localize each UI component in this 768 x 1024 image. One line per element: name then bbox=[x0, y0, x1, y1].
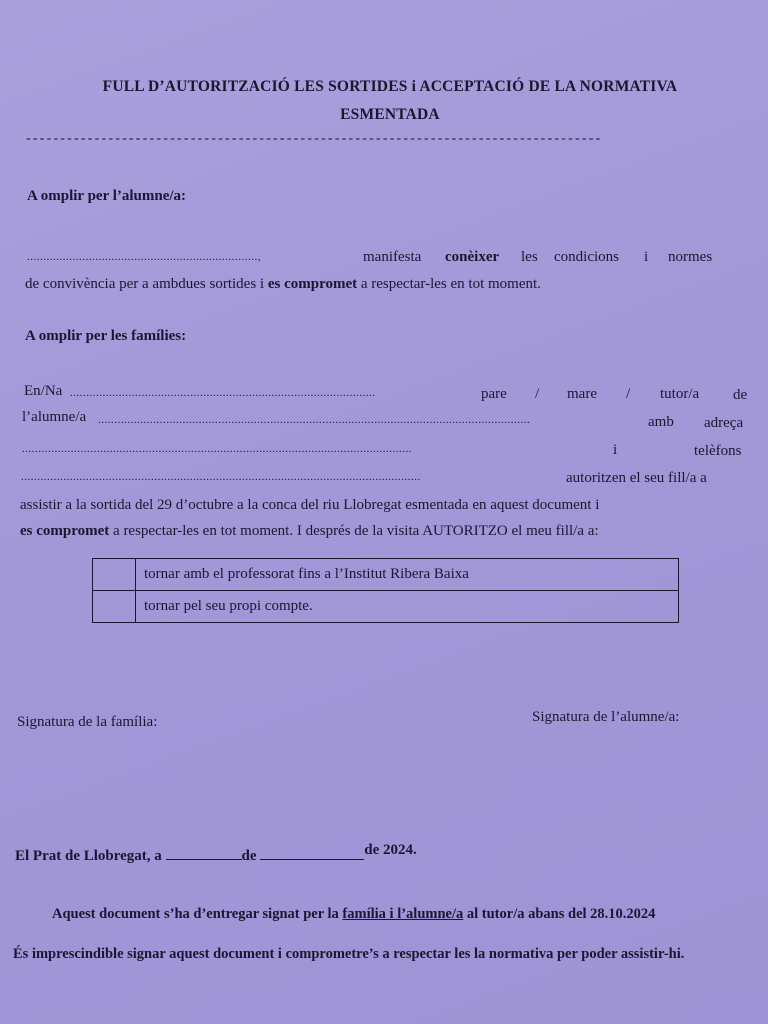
student-section-heading: A omplir per l’alumne/a: bbox=[27, 188, 187, 204]
month-prefix: de bbox=[241, 848, 257, 864]
word-telefons: telèfons bbox=[694, 443, 742, 459]
label-enna: En/Na bbox=[24, 383, 63, 399]
word-mare: mare bbox=[567, 386, 597, 402]
word-tutor: tutor/a bbox=[660, 386, 700, 402]
option-checkbox-own[interactable] bbox=[93, 591, 136, 623]
word-amb: amb bbox=[648, 414, 674, 430]
word-de: de bbox=[733, 387, 748, 403]
outing-description: assistir a la sortida del 29 d’octubre a la conca del riu Llobregat esmentada en aquest document i bbox=[20, 497, 600, 513]
month-blank[interactable] bbox=[260, 859, 364, 860]
submission-note: Aquest document s’ha d’entregar signat per la família i l’alumne/a al tutor/a abans del 28.10.2024 bbox=[52, 906, 656, 922]
word-condicions: condicions bbox=[554, 249, 619, 265]
slash-2: / bbox=[626, 386, 631, 402]
day-blank[interactable] bbox=[166, 859, 242, 860]
slash-1: / bbox=[535, 386, 540, 402]
word-adreca: adreça bbox=[704, 415, 744, 431]
authorization-line: es compromet a respectar-les en tot moment. I després de la visita AUTORITZO el meu fill/a a: bbox=[20, 523, 599, 539]
student-commitment-line: de convivència per a ambdues sortides i es compromet a respectar-les en tot moment. bbox=[25, 276, 541, 292]
word-coneixer: conèixer bbox=[445, 249, 500, 265]
student-signature-label: Signatura de l’alumne/a: bbox=[532, 709, 680, 725]
table-row bbox=[93, 591, 679, 623]
label-alumne: l’alumne/a bbox=[22, 409, 87, 425]
family-signature-label: Signatura de la família: bbox=[17, 714, 158, 730]
student-name-blank[interactable]: ......................................................................., bbox=[27, 251, 261, 263]
mandatory-note: És imprescindible signar aquest document i comprometre’s a respectar les la normativa per poder assistir-hi. bbox=[13, 946, 685, 962]
word-normes: normes bbox=[668, 249, 713, 265]
word-les: les bbox=[521, 249, 538, 265]
word-i: i bbox=[644, 249, 649, 265]
form-title-line-1: FULL D’AUTORITZACIÓ LES SORTIDES i ACCEPTACIÓ DE LA NORMATIVA bbox=[102, 78, 678, 95]
dashed-separator: ------------------------------------------------------------------------------------ bbox=[26, 131, 603, 146]
place-label: El Prat de Llobregat, a bbox=[15, 848, 162, 864]
phones-blank[interactable]: ........................................................................................................................... bbox=[21, 471, 421, 483]
word-i-2: i bbox=[613, 442, 618, 458]
authorize-text: autoritzen el seu fill/a a bbox=[566, 470, 707, 486]
return-options-table bbox=[92, 558, 679, 623]
word-manifesta: manifesta bbox=[363, 249, 422, 265]
place-date-line bbox=[15, 842, 417, 865]
family-section-heading: A omplir per les famílies: bbox=[25, 328, 187, 344]
student-name-blank-2[interactable]: ..................................................................................................................................... bbox=[98, 414, 531, 426]
word-pare: pare bbox=[481, 386, 507, 402]
form-title-line-2: ESMENTADA bbox=[340, 106, 440, 123]
year-label: de 2024. bbox=[364, 842, 417, 858]
parent-name-blank[interactable]: .............................................................................................. bbox=[70, 387, 376, 399]
address-blank[interactable]: ........................................................................................................................ bbox=[22, 443, 412, 455]
option-label-own: tornar pel seu propi compte. bbox=[136, 591, 679, 623]
table-row bbox=[93, 559, 679, 591]
option-checkbox-professorat[interactable] bbox=[93, 559, 136, 591]
option-label-professorat: tornar amb el professorat fins a l’Institut Ribera Baixa bbox=[136, 559, 679, 591]
